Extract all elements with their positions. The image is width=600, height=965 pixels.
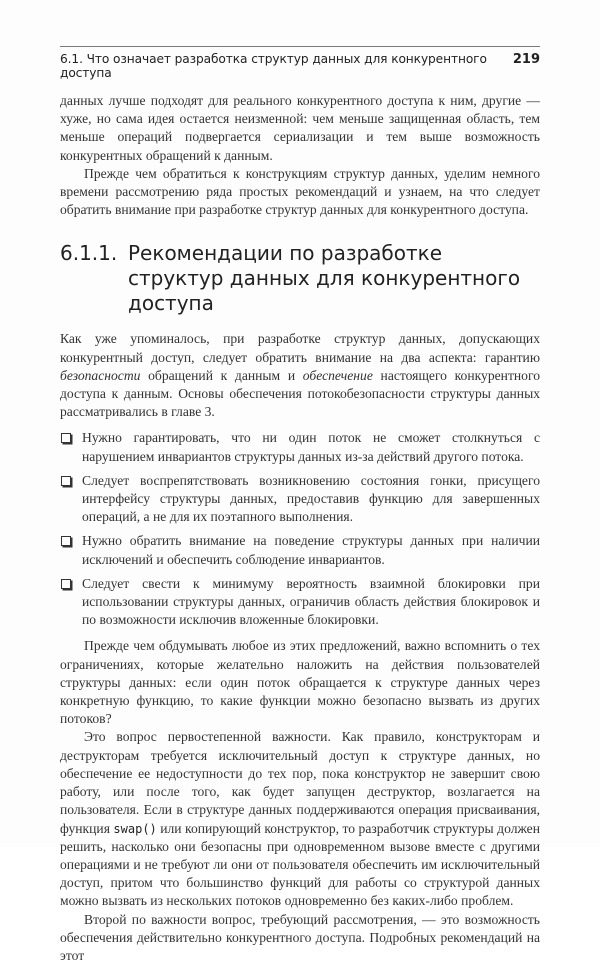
running-head-title: 6.1. Что означает разработка структур данных для конкурентного доступа — [60, 52, 487, 80]
code-swap: swap() — [113, 821, 157, 836]
recommendation-list — [60, 429, 540, 629]
intro-paragraph — [60, 330, 540, 421]
intro-text: Как уже упоминалось, при разработке структур данных, допускающих конкурентный доступ, следует обратить внимание на два аспекта: гарантию — [60, 331, 540, 365]
section-heading — [60, 241, 540, 316]
intro-text: обращений к данным и — [140, 367, 303, 383]
checkbox-bullet-icon — [61, 433, 71, 443]
paragraph-text: или копирующий конструктор, то разработчик структуры должен решить, насколько они безопасны при одновременном вызове вместе с другими операциями и не требуют ли они от пользователя обеспечить им исключительный доступ, притом что большинство функций для работы со структурой данных можно вызвать из нескольких потоков одновременно без каких-либо проблем. — [60, 820, 540, 909]
running-head — [60, 46, 540, 80]
paragraph — [60, 728, 540, 910]
list-item-text: Нужно гарантировать, что ни один поток не сможет столкнуться с нарушением инвариантов структуры данных из-за действий другого потока. — [82, 430, 540, 464]
paragraph-text: Это вопрос первостепенной важности. Как правило, конструкторам и деструкторам требуется исключительный доступ к структуре данных, но обеспечение ее недоступности до тех пор, пока конструктор не завершит свою работу, или после того, как будет запущен деструктор, возлагается на пользователя. Если в структуре данных поддерживаются операция присваивания, функция — [60, 729, 540, 836]
list-item-text: Следует свести к минимуму вероятность взаимной блокировки при использовании структуры данных, ограничив область действия блокировок и по возможности исключив вложенные блокировки. — [82, 575, 540, 628]
paragraph: Прежде чем обратиться к конструкциям структур данных, уделим немного времени рассмотрению ряда простых рекомендаций и узнаем, на что следует обратить внимание при разработке структур данных для конкурентного доступа. — [60, 165, 540, 218]
list-item — [60, 575, 540, 630]
page-number: 219 — [512, 52, 540, 67]
paragraph: Второй по важности вопрос, требующий рассмотрения, — это возможность обеспечения действительно конкурентного доступа. Подробных рекомендаций на этот — [60, 911, 540, 963]
section-number: 6.1.1. — [60, 241, 118, 266]
emphasis-safety: безопасности — [60, 367, 141, 383]
list-item — [60, 429, 540, 465]
page-body — [60, 92, 540, 965]
list-item-text: Нужно обратить внимание на поведение структуры данных при наличии исключений и обеспечить соблюдение инвариантов. — [82, 533, 540, 567]
list-item-text: Следует воспрепятствовать возникновению состояния гонки, присущего интерфейсу структуры данных, предоставив функцию для завершенных операций, а не для их поэтапного выполнения. — [82, 472, 540, 525]
checkbox-bullet-icon — [61, 476, 71, 486]
list-item — [60, 532, 540, 568]
checkbox-bullet-icon — [61, 579, 71, 589]
checkbox-bullet-icon — [61, 536, 71, 546]
intro-text: настоящего конкурентного доступа к данным. Основы обеспечения потокобезопасности структуры данных рассматривались в главе 3. — [60, 367, 540, 420]
section-title: Рекомендации по разработке структур данных для конкурентного доступа — [128, 241, 521, 316]
list-item — [60, 472, 540, 527]
emphasis-provision: обеспечение — [302, 367, 373, 383]
paragraph: Прежде чем обдумывать любое из этих предложений, важно вспомнить о тех ограничениях, которые желательно наложить на действия пользователей структуры данных: если один поток обращается к структуре данных через конкретную функцию, то какие функции можно безопасно вызвать из других потоков? — [60, 638, 540, 727]
paragraph-continued: данных лучше подходят для реального конкурентного доступа к ним, другие — хуже, но сама идея остается неизменной: чем меньше защищенная область, тем меньше операций подвергается сериализации и тем выше возможность конкурентных обращений к данным. — [60, 93, 540, 163]
